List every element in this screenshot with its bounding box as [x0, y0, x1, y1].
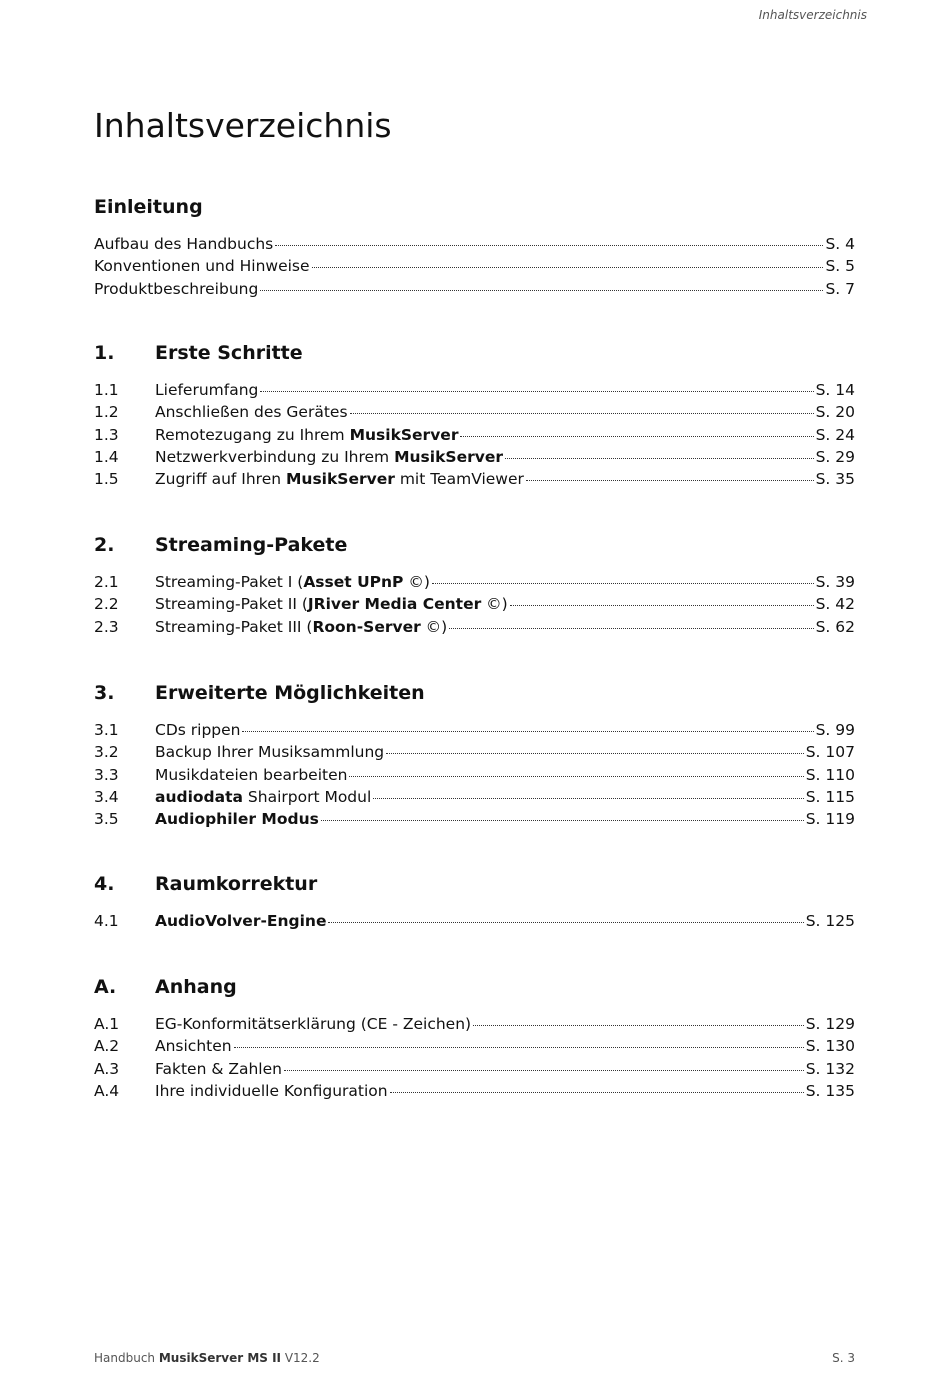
- entry-page-number: S. 129: [805, 1015, 855, 1033]
- entry-title-text: CDs rippen: [155, 721, 241, 739]
- entry-page-number: S. 29: [815, 447, 855, 466]
- section-number: 1.: [94, 342, 115, 364]
- entry-number: 2.1: [94, 573, 119, 591]
- toc-entry[interactable]: [94, 616, 855, 638]
- dot-leader: [275, 244, 823, 246]
- toc-entry[interactable]: [94, 1035, 855, 1057]
- footer-version: V12.2: [281, 1351, 320, 1365]
- section-heading-einleitung: [94, 194, 203, 220]
- entry-title-emphasis: MusikServer: [349, 425, 459, 444]
- entry-title: [94, 233, 273, 255]
- section-heading-text: Erweiterte Möglichkeiten: [155, 682, 425, 704]
- entry-number: A.2: [94, 1037, 120, 1056]
- toc-entry[interactable]: [94, 593, 855, 615]
- entry-title-text: Ihre individuelle Konfiguration: [155, 1081, 388, 1100]
- entry-number: 1.4: [94, 447, 119, 466]
- entry-number: 1.5: [94, 470, 119, 489]
- entry-title-text: Produktbeschreibung: [94, 279, 259, 298]
- dot-leader: [526, 479, 814, 481]
- footer-page-number: S. 3: [832, 1351, 855, 1365]
- entry-page-number: S. 35: [815, 470, 855, 489]
- entry-title-text: Netzwerkverbindung zu Ihrem: [155, 447, 395, 466]
- entry-title: [155, 786, 371, 808]
- toc-entry[interactable]: [94, 741, 855, 763]
- toc-entry[interactable]: [94, 808, 855, 830]
- dot-leader: [390, 1091, 804, 1093]
- entry-title-emphasis: MusikServer: [286, 470, 395, 489]
- footer-document-info: [94, 1351, 320, 1365]
- section-heading-text: Raumkorrektur: [155, 873, 318, 895]
- entry-page-number: S. 62: [815, 617, 855, 636]
- toc-entry[interactable]: [94, 278, 855, 300]
- page-title: Inhaltsverzeichnis: [94, 106, 392, 145]
- entry-title-emphasis: Asset UPnP: [303, 573, 404, 591]
- entry-number: 4.1: [94, 912, 119, 930]
- entry-title-text: ©): [403, 573, 430, 591]
- section-heading-1: [94, 340, 303, 366]
- toc-entry[interactable]: [94, 910, 855, 932]
- entry-number: 1.1: [94, 381, 119, 399]
- section-heading-3: [94, 680, 425, 706]
- entry-title: [155, 764, 347, 786]
- entry-title-text: Backup Ihrer Musiksammlung: [155, 743, 385, 762]
- toc-entry[interactable]: [94, 379, 855, 401]
- entry-title-text: Remotezugang zu Ihrem: [155, 425, 350, 444]
- entry-title-emphasis: MusikServer: [394, 447, 503, 466]
- entry-title: [155, 446, 503, 468]
- section-heading-text: Streaming-Pakete: [155, 534, 348, 556]
- entry-title: [155, 379, 258, 401]
- entry-number: 1.3: [94, 425, 119, 444]
- toc-entry[interactable]: [94, 446, 855, 468]
- dot-leader: [260, 289, 823, 291]
- entry-title-text: Ansichten: [155, 1037, 232, 1056]
- entry-title: [155, 1058, 282, 1080]
- entry-page-number: S. 39: [815, 573, 855, 591]
- entry-number: A.4: [94, 1081, 120, 1100]
- entry-page-number: S. 130: [805, 1037, 855, 1056]
- dot-leader: [234, 1046, 804, 1048]
- entry-page-number: S. 99: [815, 721, 855, 739]
- dot-leader: [449, 627, 813, 629]
- entry-title: [155, 401, 348, 423]
- dot-leader: [321, 819, 804, 821]
- entry-title: [155, 1035, 232, 1057]
- entry-title-text: Streaming-Paket III (: [155, 617, 313, 636]
- entry-title-emphasis: audiodata: [155, 787, 243, 806]
- toc-entry[interactable]: [94, 1080, 855, 1102]
- entry-title-text: Zugriff auf Ihren: [155, 470, 286, 489]
- dot-leader: [260, 390, 813, 392]
- entry-title-text: Fakten & Zahlen: [155, 1059, 282, 1078]
- section-heading-2: [94, 532, 347, 558]
- entry-title: [155, 1080, 388, 1102]
- entry-title: [155, 468, 524, 490]
- dot-leader: [312, 266, 824, 268]
- entry-number: 3.5: [94, 810, 119, 829]
- dot-leader: [328, 921, 803, 923]
- dot-leader: [386, 752, 804, 754]
- toc-entry[interactable]: [94, 401, 855, 423]
- section-number: 3.: [94, 682, 115, 704]
- entry-page-number: S. 115: [805, 787, 855, 806]
- entry-number: 3.1: [94, 721, 119, 739]
- entry-title: [155, 424, 458, 446]
- toc-entry[interactable]: [94, 255, 855, 277]
- entry-page-number: S. 5: [825, 257, 855, 276]
- entry-title: [155, 741, 384, 763]
- entry-number: 2.3: [94, 617, 119, 636]
- entry-title: [155, 808, 319, 830]
- running-head: Inhaltsverzeichnis: [758, 8, 867, 22]
- dot-leader: [460, 435, 813, 437]
- entry-title-text: Anschließen des Gerätes: [155, 403, 348, 422]
- entry-title: [155, 616, 447, 638]
- entry-title-text: mit TeamViewer: [394, 470, 524, 489]
- entry-page-number: S. 132: [805, 1059, 855, 1078]
- entry-page-number: S. 7: [825, 279, 855, 298]
- dot-leader: [373, 797, 803, 799]
- toc-entry[interactable]: [94, 786, 855, 808]
- toc-entry[interactable]: [94, 571, 855, 593]
- toc-entry[interactable]: [94, 719, 855, 741]
- dot-leader: [505, 457, 814, 459]
- section-heading-text: Erste Schritte: [155, 342, 303, 364]
- footer-prefix: Handbuch: [94, 1351, 159, 1365]
- section-heading-text: Einleitung: [94, 196, 203, 218]
- entry-title-text: Aufbau des Handbuchs: [94, 235, 274, 253]
- entry-title-emphasis: Roon-Server: [312, 617, 421, 636]
- entry-page-number: S. 14: [815, 381, 855, 399]
- entry-page-number: S. 4: [825, 235, 855, 253]
- dot-leader: [284, 1069, 804, 1071]
- entry-page-number: S. 110: [805, 765, 855, 784]
- entry-number: 3.4: [94, 787, 119, 806]
- dot-leader: [510, 604, 814, 606]
- toc-entry[interactable]: [94, 424, 855, 446]
- dot-leader: [349, 775, 803, 777]
- entry-title-text: Streaming-Paket II (: [155, 595, 308, 614]
- entry-title: [155, 719, 240, 741]
- entry-number: 3.3: [94, 765, 119, 784]
- section-number: A.: [94, 976, 117, 998]
- footer-product: MusikServer MS II: [158, 1351, 282, 1365]
- entry-number: 1.2: [94, 403, 119, 422]
- entry-title-text: Shairport Modul: [242, 787, 372, 806]
- section-heading-5: [94, 974, 237, 1000]
- entry-title-text: EG-Konformitätserklärung (CE - Zeichen): [155, 1015, 472, 1033]
- toc-entry[interactable]: [94, 1013, 855, 1035]
- dot-leader: [473, 1024, 804, 1026]
- toc-entry[interactable]: [94, 764, 855, 786]
- section-heading-text: Anhang: [155, 976, 237, 998]
- entry-title: [155, 571, 430, 593]
- dot-leader: [350, 412, 814, 414]
- entry-page-number: S. 20: [815, 403, 855, 422]
- entry-title-text: ©): [420, 617, 448, 636]
- dot-leader: [432, 582, 814, 584]
- entry-page-number: S. 107: [805, 743, 855, 762]
- entry-title: [155, 910, 326, 932]
- section-number: 4.: [94, 873, 115, 895]
- entry-title-emphasis: JRiver Media Center: [307, 595, 482, 614]
- entry-title-text: Streaming-Paket I (: [155, 573, 304, 591]
- toc-entry[interactable]: [94, 233, 855, 255]
- entry-title: [155, 1013, 471, 1035]
- entry-title: [94, 278, 258, 300]
- entry-number: 3.2: [94, 743, 119, 762]
- entry-number: A.3: [94, 1059, 120, 1078]
- entry-title-text: Konventionen und Hinweise: [94, 257, 310, 276]
- entry-title-emphasis: AudioVolver-Engine: [155, 912, 327, 930]
- entry-title-text: Musikdateien bearbeiten: [155, 765, 348, 784]
- entry-page-number: S. 42: [815, 595, 855, 614]
- entry-page-number: S. 119: [805, 810, 855, 829]
- entry-number: 2.2: [94, 595, 119, 614]
- entry-page-number: S. 135: [805, 1081, 855, 1100]
- entry-number: A.1: [94, 1015, 120, 1033]
- section-number: 2.: [94, 534, 115, 556]
- dot-leader: [242, 730, 813, 732]
- entry-page-number: S. 125: [805, 912, 855, 930]
- entry-title-text: ©): [481, 595, 508, 614]
- entry-page-number: S. 24: [815, 425, 855, 444]
- entry-title-text: Lieferumfang: [155, 381, 259, 399]
- entry-title-emphasis: Audiophiler Modus: [155, 810, 319, 829]
- entry-title: [94, 255, 310, 277]
- section-heading-4: [94, 871, 317, 897]
- entry-title: [155, 593, 508, 615]
- toc-entry[interactable]: [94, 468, 855, 490]
- toc-entry[interactable]: [94, 1058, 855, 1080]
